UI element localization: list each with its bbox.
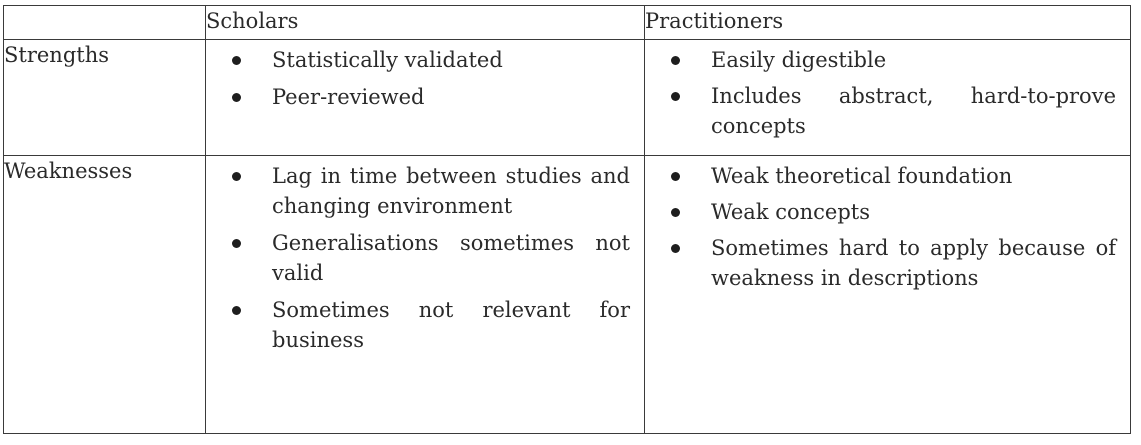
cell-strengths-scholars	[206, 40, 645, 156]
list-item	[645, 233, 1116, 293]
bullet-list	[645, 40, 1130, 141]
row-label-weaknesses: Weaknesses	[4, 156, 206, 434]
cell-strengths-practitioners	[645, 40, 1131, 156]
list-item	[645, 45, 1116, 75]
list-item	[206, 45, 630, 75]
bullet-list	[645, 156, 1130, 293]
header-empty-cell	[4, 6, 206, 40]
table-row-strengths	[4, 40, 1131, 156]
list-item-text: Includes abstract, hard-to-prove concepts	[711, 84, 1116, 138]
list-item-text: Weak concepts	[711, 200, 870, 224]
list-item	[206, 228, 630, 288]
list-item-text: Easily digestible	[711, 48, 887, 72]
bullet-icon	[671, 172, 680, 181]
bullet-icon	[671, 56, 680, 65]
bullet-icon	[232, 56, 241, 65]
list-item-text: Lag in time between studies and changing environment	[272, 164, 630, 218]
list-item	[645, 197, 1116, 227]
header-practitioners: Practitioners	[645, 6, 1131, 40]
row-label-strengths: Strengths	[4, 40, 206, 156]
table-header-row	[4, 6, 1131, 40]
list-item	[645, 161, 1116, 191]
bullet-icon	[232, 239, 241, 248]
list-item-text: Sometimes not relevant for business	[272, 298, 630, 352]
bullet-icon	[671, 208, 680, 217]
header-scholars: Scholars	[206, 6, 645, 40]
list-item-text: Generalisations sometimes not valid	[272, 231, 630, 285]
list-item-text: Peer-reviewed	[272, 85, 425, 109]
bullet-icon	[232, 306, 241, 315]
bullet-icon	[232, 93, 241, 102]
list-item	[206, 82, 630, 112]
cell-weaknesses-scholars	[206, 156, 645, 434]
cell-weaknesses-practitioners	[645, 156, 1131, 434]
bullet-icon	[671, 92, 680, 101]
bullet-icon	[232, 172, 241, 181]
list-item	[206, 295, 630, 355]
comparison-table	[3, 5, 1131, 434]
table-row-weaknesses	[4, 156, 1131, 434]
list-item	[645, 81, 1116, 141]
bullet-list	[206, 40, 644, 112]
list-item-text: Sometimes hard to apply because of weakness in descriptions	[711, 236, 1116, 290]
list-item	[206, 161, 630, 221]
bullet-list	[206, 156, 644, 355]
bullet-icon	[671, 244, 680, 253]
list-item-text: Weak theoretical foundation	[711, 164, 1013, 188]
list-item-text: Statistically validated	[272, 48, 503, 72]
